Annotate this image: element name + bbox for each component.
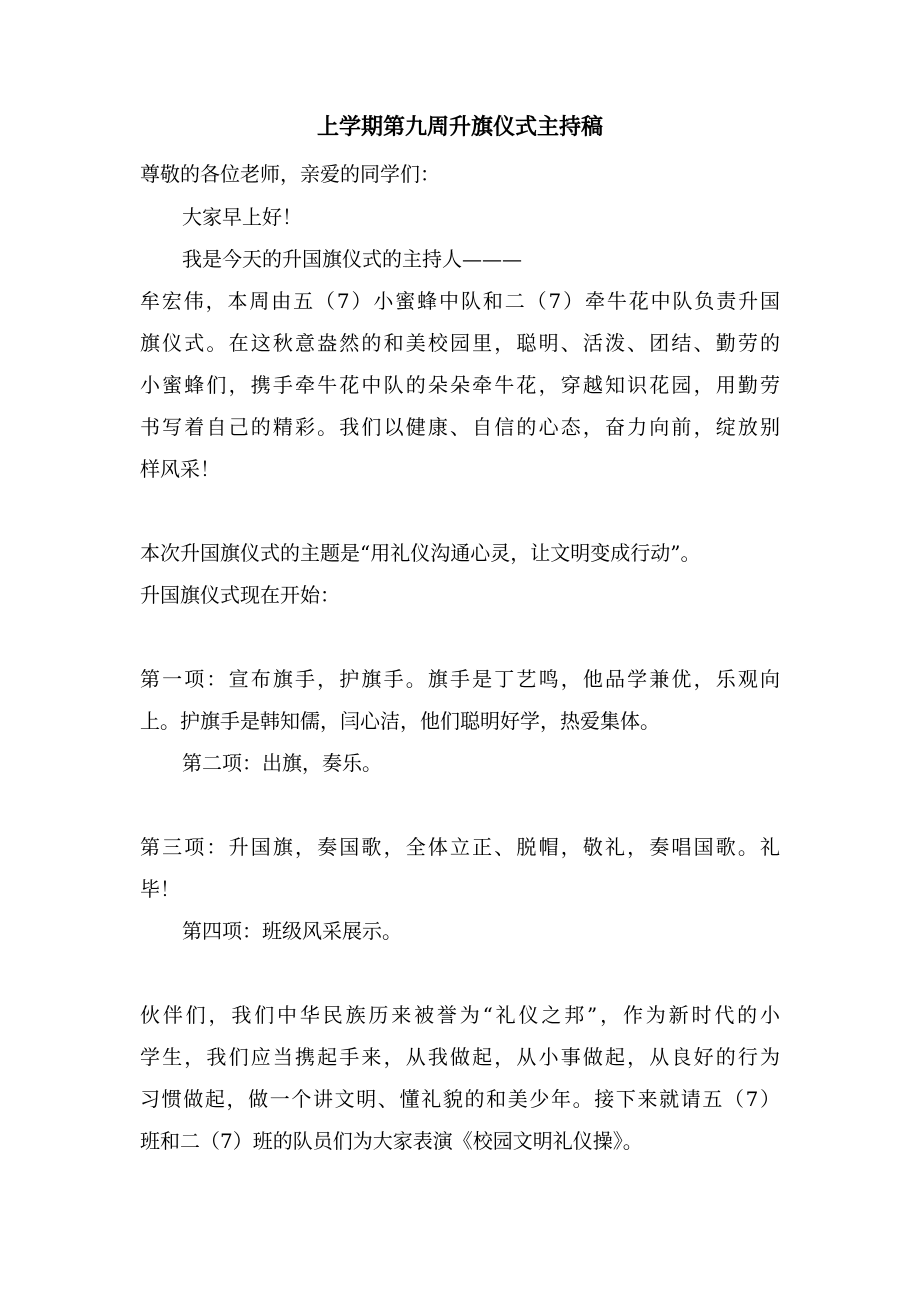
paragraph-line: 第三项：升国旗，奏国歌，全体立正、脱帽，敬礼，奏唱国歌。礼 — [140, 835, 780, 859]
paragraph-line: 书写着自己的精彩。我们以健康、自信的心态，奋力向前，绽放别 — [140, 415, 780, 439]
paragraph-line: 毕！ — [140, 877, 180, 901]
paragraph-line: 习惯做起，做一个讲文明、懂礼貌的和美少年。接下来就请五（7） — [140, 1087, 780, 1111]
paragraph-line: 升国旗仪式现在开始： — [140, 583, 340, 607]
paragraph-line: 第二项：出旗，奏乐。 — [182, 751, 382, 775]
paragraph-line: 牟宏伟，本周由五（7）小蜜蜂中队和二（7）牵牛花中队负责升国 — [140, 289, 780, 313]
paragraph-line: 我是今天的升国旗仪式的主持人——— — [182, 247, 522, 271]
document-title: 上学期第九周升旗仪式主持稿 — [316, 114, 603, 140]
paragraph-line: 学生，我们应当携起手来，从我做起，从小事做起，从良好的行为 — [140, 1045, 780, 1069]
paragraph-line: 样风采！ — [140, 457, 220, 481]
paragraph-line: 第一项：宣布旗手，护旗手。旗手是丁艺鸣，他品学兼优，乐观向 — [140, 667, 780, 691]
paragraph-line: 第四项：班级风采展示。 — [182, 919, 402, 943]
paragraph-line: 上。护旗手是韩知儒，闫心洁，他们聪明好学，热爱集体。 — [140, 709, 660, 733]
greeting-line: 尊敬的各位老师，亲爱的同学们： — [140, 162, 440, 186]
paragraph-line: 大家早上好！ — [182, 205, 302, 229]
paragraph-line: 伙伴们，我们中华民族历来被誉为“礼仪之邦”，作为新时代的小 — [140, 1003, 780, 1027]
paragraph-line: 本次升国旗仪式的主题是“用礼仪沟通心灵，让文明变成行动”。 — [140, 541, 701, 565]
paragraph-line: 旗仪式。在这秋意盎然的和美校园里，聪明、活泼、团结、勤劳的 — [140, 331, 780, 355]
paragraph-line: 小蜜蜂们，携手牵牛花中队的朵朵牵牛花，穿越知识花园，用勤劳 — [140, 373, 780, 397]
paragraph-line: 班和二（7）班的队员们为大家表演《校园文明礼仪操》。 — [140, 1129, 643, 1153]
